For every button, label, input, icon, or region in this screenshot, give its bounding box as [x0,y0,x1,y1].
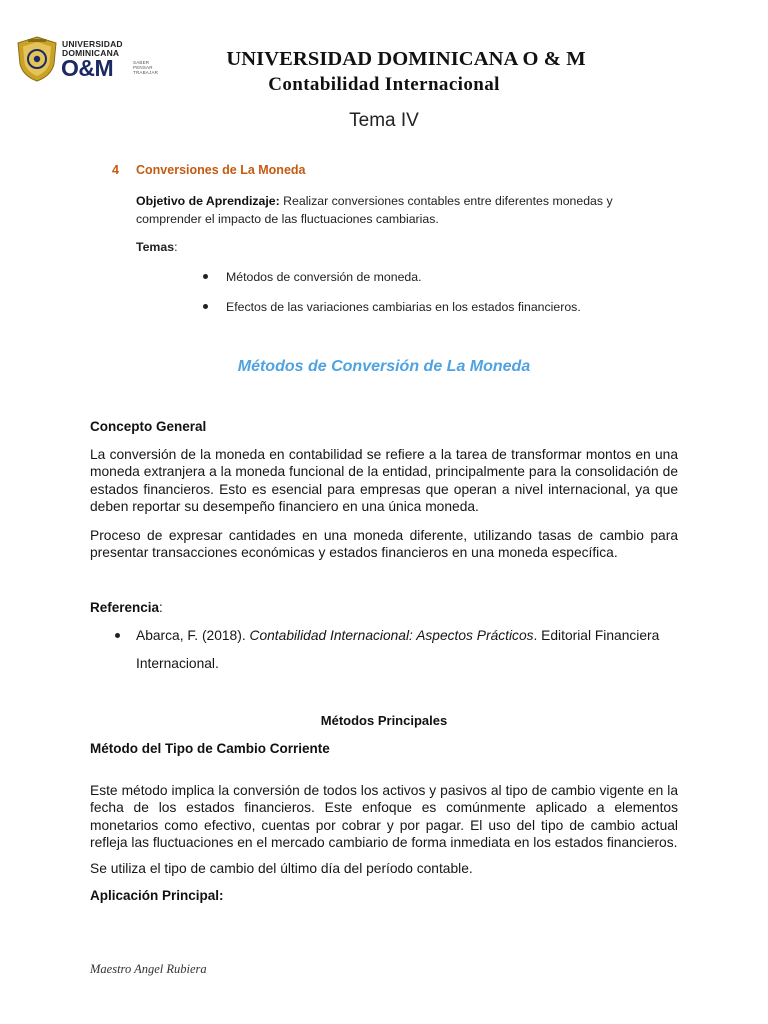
section-title: Conversiones de La Moneda [136,163,306,177]
logo-wordmark: UNIVERSIDAD DOMINICANA [62,39,123,58]
logo-mark: O&M [61,55,114,81]
university-title: UNIVERSIDAD DOMINICANA O & M [226,48,586,70]
section-number: 4 [112,163,119,177]
method1-paragraph: Este método implica la conversión de todos los activos y pasivos al tipo de cambio vigente en la fecha de los estados financieros. Este enfoque es comúnmente aplicado a elementos monetarios como efectivo, cuentas por cobrar y por pagar. El uso del tipo de cambio actual refleja las fluctuaciones en el mercado cambiario de forma inmediata en los estados financieros. [90,783,678,851]
learning-objective [136,192,676,228]
reference-citation: Abarca, F. (2018). Contabilidad Internacional: Aspectos Prácticos. Editorial Financiera Internacional. [136,628,660,671]
topics-label: Temas: [136,240,178,254]
method1-title: Método del Tipo de Cambio Corriente [90,741,330,756]
objective-label: Objetivo de Aprendizaje: [136,194,280,208]
course-title: Contabilidad Internacional [268,74,500,95]
application-heading: Aplicación Principal: [90,888,224,903]
logo-tagline: SABER PENSAR TRABAJAR [133,60,159,75]
objective-text: Realizar conversiones contables entre diferentes monedas y comprender el impacto de las fluctuaciones cambiarias. [136,194,613,226]
topic-item: Métodos de conversión de moneda. [226,270,422,284]
topic-item: Efectos de las variaciones cambiarias en los estados financieros. [226,300,581,314]
tema-title: Tema IV [349,110,419,131]
methods-subtitle: Métodos de Conversión de La Moneda [237,358,531,375]
method1-note: Se utiliza el tipo de cambio del último día del período contable. [90,861,473,876]
concept-paragraph-1: La conversión de la moneda en contabilidad se refiere a la tarea de transformar montos en una moneda extranjera a la moneda funcional de la entidad, principalmente para la consolidación de estados financieros. Esto es esencial para empresas que operan a nivel internacional, ya que deben reportar su desempeño financiero en una única moneda. [90,447,678,515]
concept-paragraph-2: Proceso de expresar cantidades en una moneda diferente, utilizando tasas de cambio para presentar transacciones económicas y estados financieros en una moneda específica. [90,528,678,561]
reference-label: Referencia: [90,600,163,615]
methods-heading: Métodos Principales [320,713,448,728]
bullet-icon [203,274,208,279]
footer-author: Maestro Angel Rubiera [90,962,207,976]
concept-heading: Concepto General [90,419,207,434]
bullet-icon [115,633,120,638]
bullet-icon [203,304,208,309]
